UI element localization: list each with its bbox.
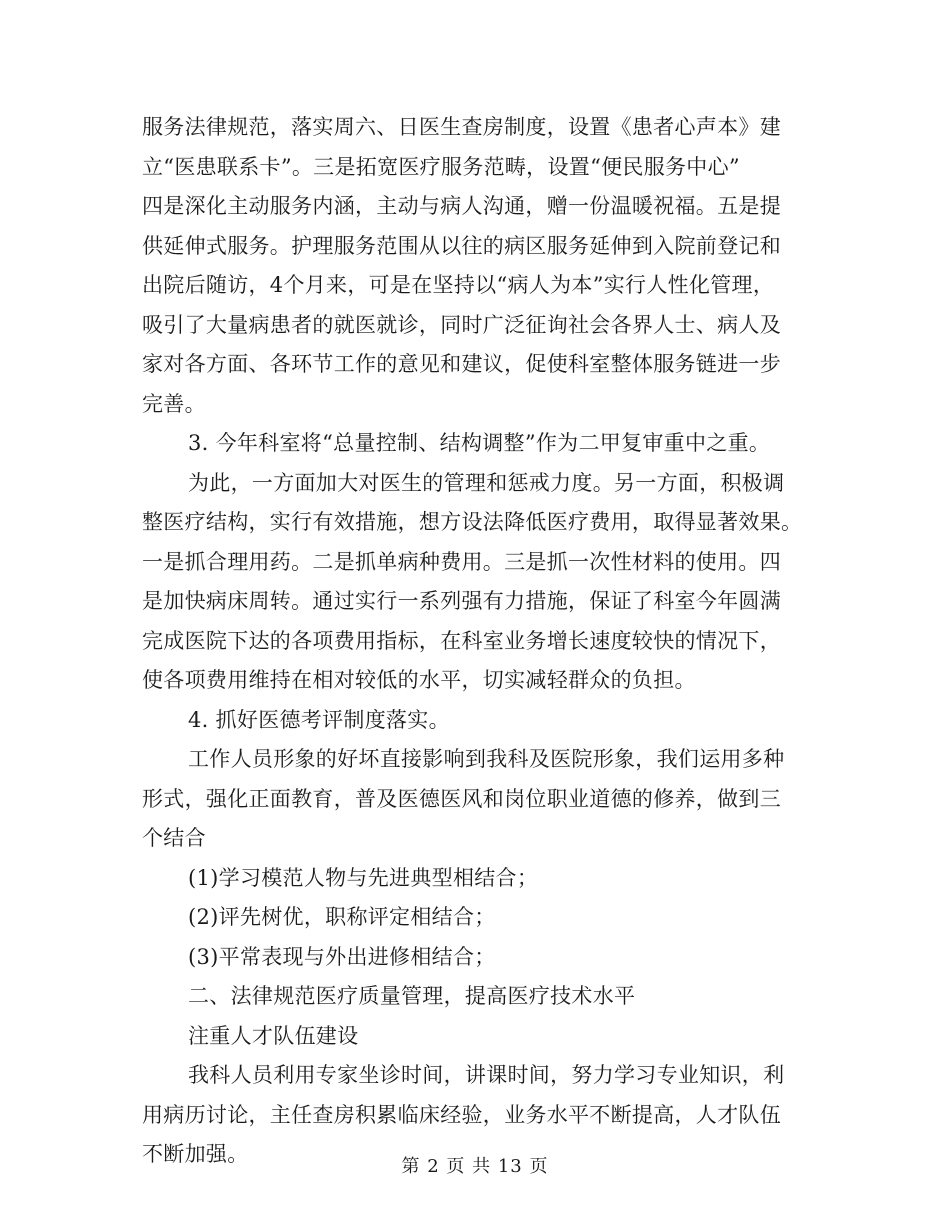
- body-line: 工作人员形象的好坏直接影响到我科及医院形象，我们运用多种: [188, 747, 785, 771]
- body-line: 用病历讨论，主任查房积累临床经验，业务水平不断提高，人才队伍: [142, 1102, 781, 1127]
- body-line: 完成医院下达的各项费用指标，在科室业务增长速度较快的情况下，: [142, 628, 781, 653]
- body-line: 为此，一方面加大对医生的管理和惩戒力度。另一方面，积极调: [188, 470, 785, 495]
- page-footer: 第 2 页 共 13 页: [401, 1156, 549, 1177]
- section-heading: 3. 今年科室将“总量控制、结构调整”作为二甲复审重中之重。: [188, 431, 771, 455]
- list-item: (1)学习模范人物与先进典型相结合；: [188, 865, 539, 890]
- body-line: 形式，强化正面教育，普及医德医风和岗位职业道德的修养，做到三: [142, 786, 781, 811]
- body-line: 整医疗结构，实行有效措施，想方设法降低医疗费用，取得显著效果。: [142, 510, 803, 534]
- body-line: 个结合: [142, 826, 206, 850]
- body-line: 一是抓合理用药。二是抓单病种费用。三是抓一次性材料的使用。四: [142, 549, 781, 574]
- body-line: 不断加强。: [142, 1142, 249, 1166]
- body-line: 我科人员利用专家坐诊时间，讲课时间，努力学习专业知识，利: [188, 1063, 785, 1087]
- section-heading: 二、法律规范医疗质量管理，提高医疗技术水平: [188, 984, 636, 1008]
- body-line: 完善。: [142, 391, 206, 416]
- subsection-heading: 注重人才队伍建设: [188, 1023, 359, 1048]
- list-item: (2)评先树优，职称评定相结合；: [188, 905, 496, 929]
- document-body: [142, 108, 804, 1175]
- body-line: 供延伸式服务。护理服务范围从以往的病区服务延伸到入院前登记和: [142, 233, 781, 258]
- section-heading: 4. 抓好医德考评制度落实。: [188, 707, 450, 732]
- body-line: 四是深化主动服务内涵，主动与病人沟通，赠一份温暖祝福。五是提: [142, 194, 781, 218]
- body-line: 立“医患联系卡”。三是拓宽医疗服务范畴，设置“便民服务中心”: [142, 154, 740, 179]
- body-line: 是加快病床周转。通过实行一系列强有力措施，保证了科室今年圆满: [142, 589, 781, 613]
- body-line: 服务法律规范，落实周六、日医生查房制度，设置《患者心声本》建: [142, 115, 781, 139]
- list-item: (3)平常表现与外出进修相结合；: [188, 944, 496, 969]
- body-line: 吸引了大量病患者的就医就诊，同时广泛征询社会各界人士、病人及: [142, 312, 781, 337]
- body-line: 出院后随访，4个月来，可是在坚持以“病人为本”实行人性化管理，: [142, 273, 775, 297]
- body-line: 使各项费用维持在相对较低的水平，切实减轻群众的负担。: [142, 668, 696, 692]
- body-line: 家对各方面、各环节工作的意见和建议，促使科室整体服务链进一步: [142, 352, 781, 376]
